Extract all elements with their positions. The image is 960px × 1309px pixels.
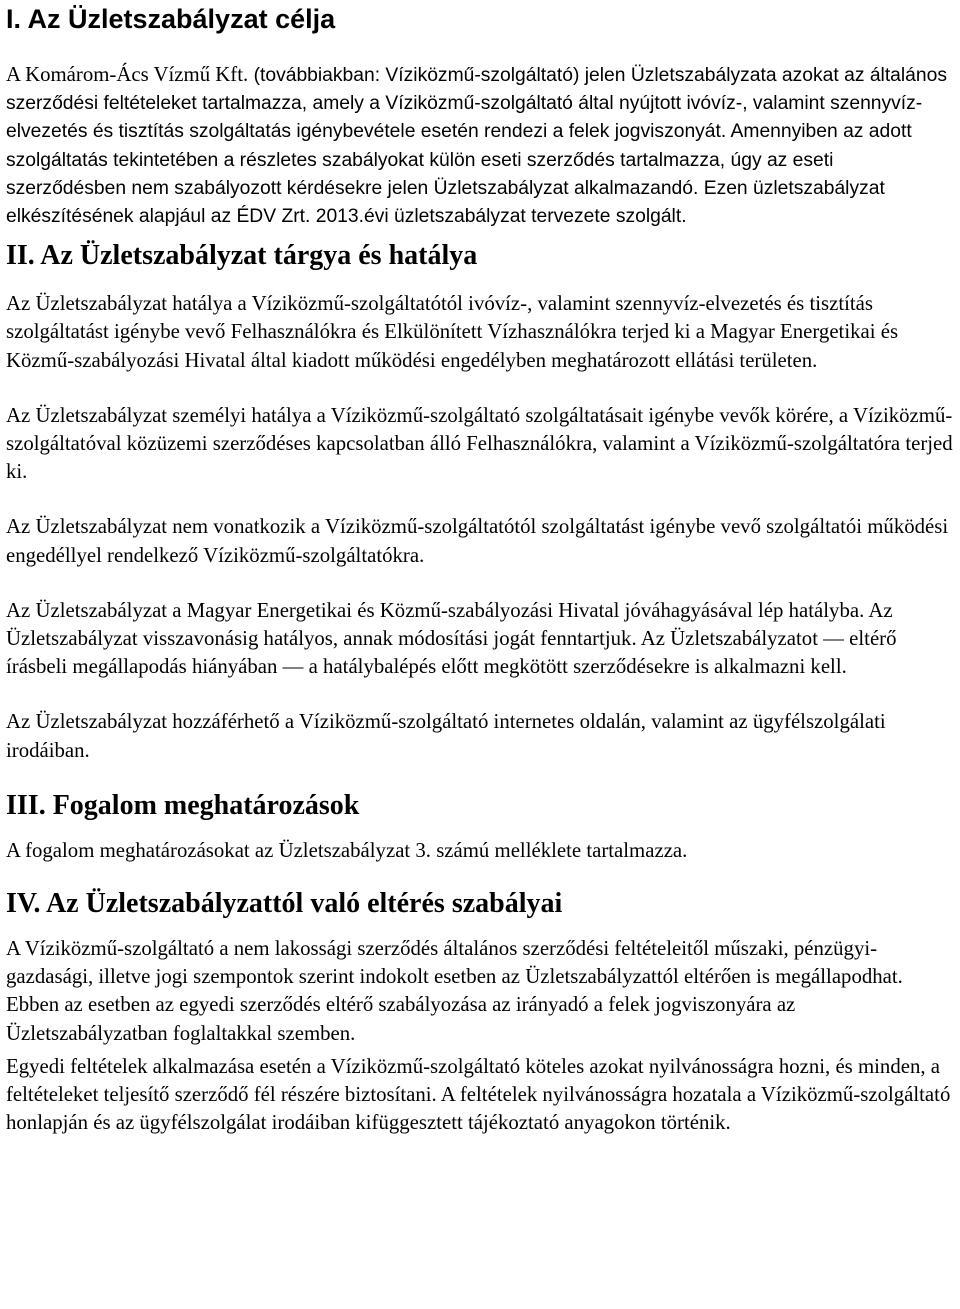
section-1-paragraph-text: (továbbiakban: Víziközmű-szolgáltató) jelen Üzletszabályzata azokat az általános szerződési feltételeket tartalmazza, amely a Víziközmű-szolgáltató által nyújtott ivóvíz-, valamint szennyvíz-elvezetés és tisztítás szolgáltatás igénybevétele esetén rendezi a felek jogviszonyát. Amennyiben az adott szolgáltatás tekintetében a részletes szabályokat külön eseti szerződés tartalmazza, úgy az eseti szerződésben nem szabályozott kérdésekre jelen Üzletszabályzat alkalmazandó. Ezen üzletszabályzat elkészítésének alapjául az ÉDV Zrt. 2013.évi üzletszabályzat tervezete szolgált. (6, 65, 947, 228)
section-2-paragraph-1: Az Üzletszabályzat hatálya a Víziközmű-szolgáltatótól ivóvíz-, valamint szennyvíz-elvezetés és tisztítás szolgáltatást igénybe vevő Felhasználókra és Elkülönített Vízhasználókra terjed ki a Magyar Energetikai és Közmű-szabályozási Hivatal által kiadott működési engedélyben meghatározott ellátási területen. (6, 292, 899, 372)
section-2-paragraph-5: Az Üzletszabályzat hozzáférhető a Víziközmű-szolgáltató internetes oldalán, valamint az ügyfélszolgálati irodáiban. (6, 710, 886, 762)
section-2-paragraph-3: Az Üzletszabályzat nem vonatkozik a Víziközmű-szolgáltatótól szolgáltatást igénybe vevő szolgáltatói működési engedéllyel rendelkező Víziközmű-szolgáltatókra. (6, 515, 949, 567)
section-3-paragraph-1: A fogalom meghatározásokat az Üzletszabályzat 3. számú melléklete tartalmazza. (6, 838, 688, 862)
section-2-paragraph-4: Az Üzletszabályzat a Magyar Energetikai és Közmű-szabályozási Hivatal jóváhagyásával lép hatályba. Az Üzletszabályzat visszavonásig hatályos, annak módosítási jogát fenntartjuk. Az Üzletszabályzatot ― eltérő írásbeli megállapodás hiányában ― a hatálybalépés előtt megkötött szerződésekre is alkalmazni kell. (6, 598, 897, 679)
section-2-paragraph-2: Az Üzletszabályzat személyi hatálya a Víziközmű-szolgáltató szolgáltatásait igénybe vevők körére, a Víziközmű-szolgáltatóval közüzemi szerződéses kapcsolatban álló Felhasználókra, valamint a Víziközmű-szolgáltatóra terjed ki. (6, 403, 953, 484)
section-3-heading: III. Fogalom meghatározások (6, 789, 360, 821)
section-1-heading: I. Az Üzletszabályzat célja (6, 4, 336, 34)
section-4-paragraph-2: Egyedi feltételek alkalmazása esetén a Víziközmű-szolgáltató köteles azokat nyilvánosságra hozni, és minden, a feltételeket teljesítő szerződő fél részére biztosítani. A feltételek nyilvánosságra hozatala a Víziközmű-szolgáltató honlapján és az ügyfélszolgálat irodáiban kifüggesztett tájékoztató anyagokon történik. (6, 1054, 951, 1135)
section-4-paragraph-1: A Víziközmű-szolgáltató a nem lakossági szerződés általános szerződési feltételeitől műszaki, pénzügyi-gazdasági, illetve jogi szempontok szerint indokolt esetben az Üzletszabályzattól eltérően is megállapodhat. Ebben az esetben az egyedi szerződés eltérő szabályozása az irányadó a felek jogviszonyára az Üzletszabályzatban foglaltakkal szemben. (6, 937, 903, 1045)
section-4-heading: IV. Az Üzletszabályzattól való eltérés szabályai (6, 888, 563, 920)
company-name-text: A Komárom-Ács Vízmű Kft. (6, 63, 249, 86)
section-2-heading: II. Az Üzletszabályzat tárgya és hatálya (6, 240, 478, 272)
section-1-paragraph (6, 61, 954, 231)
